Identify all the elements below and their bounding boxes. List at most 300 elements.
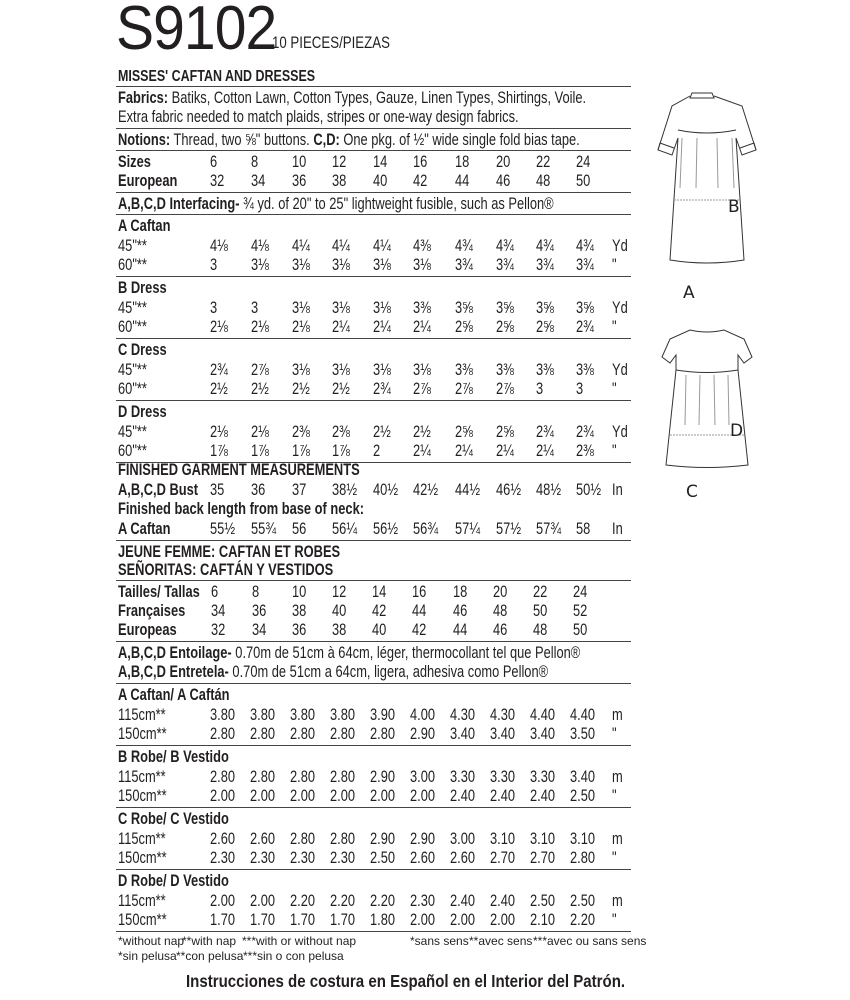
garment-heading-metric: A Caftan/ A Caftán [118,686,230,704]
cell: 2⅝ [455,423,473,441]
cell: 3⅜ [455,361,473,379]
cell: 3.00 [410,768,436,786]
cell: 2⅝ [496,318,514,336]
cell: 2¼ [536,442,554,460]
cell: 2.80 [290,768,316,786]
divider [116,150,631,151]
footnote-fr: *sans sens [410,934,469,948]
cell: 2.00 [330,787,356,805]
cell: 4¾ [455,237,473,255]
cell: 24 [576,153,591,171]
divider [116,641,631,642]
cell: 44 [412,602,427,620]
cell: 2.80 [330,725,356,743]
cell: 4.40 [530,706,556,724]
cell: 22 [533,583,548,601]
cell: 2⅛ [251,318,269,336]
cell: 2.30 [210,849,236,867]
cell: 4¼ [332,237,350,255]
cell: 2¼ [373,318,391,336]
sizes-row [118,153,638,171]
title-es: SEÑORITAS: CAFTÁN Y VESTIDOS [118,561,334,579]
divider [116,931,631,932]
unit: m [612,892,623,910]
cell: 3.40 [490,725,516,743]
cell: 2¾ [373,380,391,398]
cell: 1.70 [330,911,356,929]
cell: 2.90 [410,725,436,743]
interfacing-line: A,B,C,D Interfacing- ¾ yd. of 20" to 25" lightweight fusible, such as Pellon® [118,195,554,213]
cell: 50 [533,602,548,620]
footnote-en: *without nap [118,934,185,948]
finished-heading: FINISHED GARMENT MEASUREMENTS [118,461,360,479]
cell: 2.20 [370,892,396,910]
cell: 2.30 [290,849,316,867]
pieces-count: 10 PIECES/PIEZAS [272,33,390,52]
cell: 18 [455,153,470,171]
row-label: A Caftan [118,520,171,538]
cell: 2.60 [450,849,476,867]
cell: 3 [536,380,544,398]
tailles-row [118,583,638,601]
cell: 2.40 [450,892,476,910]
unit: " [612,849,617,867]
cell: 3.40 [450,725,476,743]
unit: Yd [612,423,628,441]
cell: 56 [292,520,307,538]
cell: 10 [292,153,307,171]
cell: 10 [292,583,307,601]
cell: 4⅛ [210,237,228,255]
cell: 3⅝ [496,299,514,317]
cell: 3⅛ [373,299,391,317]
cell: 1⅞ [210,442,228,460]
cell: 56½ [373,520,399,538]
cell: 3⅛ [332,256,350,274]
caftan-ab-illustration-icon [652,88,762,288]
cell: 4.30 [490,706,516,724]
row-label: 60"** [118,442,147,460]
cell: 55½ [210,520,236,538]
cell: 8 [251,153,259,171]
row-label: Tailles/ Tallas [118,583,200,601]
cell: 4.30 [450,706,476,724]
cell: 32 [210,172,225,190]
footnote-es: **con pelusa [176,949,244,963]
row-label: 45"** [118,423,147,441]
cell: 2½ [332,380,350,398]
divider [116,338,631,339]
cell: 2.10 [530,911,556,929]
cell: 2⅜ [292,423,310,441]
cell: 2.90 [410,830,436,848]
cell: 2.40 [450,787,476,805]
cell: 42 [413,172,428,190]
cell: 3⅜ [413,299,431,317]
view-label-a: A [683,283,695,303]
row-label: Sizes [118,153,151,171]
cell: 2⅛ [210,318,228,336]
unit: Yd [612,361,628,379]
bust-row [118,481,638,499]
cell: 2 [373,442,381,460]
cell: 14 [373,153,388,171]
cell: 2.40 [490,892,516,910]
row-label: 115cm** [118,892,166,910]
unit: In [612,520,623,538]
cell: 3⅜ [536,361,554,379]
row-label: 115cm** [118,830,166,848]
cell: 3 [210,256,218,274]
cell: 3.10 [530,830,556,848]
cell: 2⅛ [292,318,310,336]
cell: 6 [211,583,219,601]
cell: 57¼ [455,520,481,538]
cell: 12 [332,153,347,171]
footnote-fr: ***avec ou sans sens [533,934,647,948]
cell: 2.00 [250,892,276,910]
cell: 2.70 [490,849,516,867]
cell: 2.00 [250,787,276,805]
cell: 2⅞ [455,380,473,398]
cell: 35 [210,481,225,499]
fabrics-line-1: Fabrics: Batiks, Cotton Lawn, Cotton Types, Gauze, Linen Types, Shirtings, Voile. [118,89,587,107]
unit: " [612,442,617,460]
cell: 2.90 [370,768,396,786]
garment-heading-metric: C Robe/ C Vestido [118,810,229,828]
cell: 22 [536,153,551,171]
spanish-instructions-note: Instrucciones de costura en Español en el Interior del Patrón. [186,971,626,991]
cell: 56¾ [413,520,439,538]
cell: 3 [251,299,259,317]
cell: 38 [332,172,347,190]
cell: 2⅜ [332,423,350,441]
yardage-row [118,380,638,398]
cell: 2.60 [410,849,436,867]
row-label: 45"** [118,237,147,255]
cell: 1⅞ [292,442,310,460]
fabrics-line-2: Extra fabric needed to match plaids, stripes or one-way design fabrics. [118,108,519,126]
cell: 42 [412,621,427,639]
row-label: 150cm** [118,911,167,929]
cell: 3.10 [490,830,516,848]
cell: 3⅛ [292,299,310,317]
unit: " [612,380,617,398]
cell: 2.80 [250,725,276,743]
cell: 2.60 [250,830,276,848]
cell: 3¾ [496,256,514,274]
unit: m [612,706,623,724]
cell: 48 [533,621,548,639]
unit: " [612,318,617,336]
cell: 3⅛ [413,361,431,379]
cell: 8 [252,583,260,601]
cell: 2½ [210,380,228,398]
cell: 2⅜ [576,442,594,460]
cell: 34 [252,621,267,639]
garment-heading-metric: B Robe/ B Vestido [118,748,229,766]
cell: 3⅝ [576,299,594,317]
cell: 3¾ [455,256,473,274]
cell: 34 [251,172,266,190]
unit: In [612,481,623,499]
cell: 2.80 [370,725,396,743]
cell: 57½ [496,520,522,538]
divider [116,745,631,746]
footnote-en: **with nap [182,934,237,948]
cell: 50 [573,621,588,639]
cell: 3⅛ [373,361,391,379]
cell: 3.30 [450,768,476,786]
cell: 3⅜ [496,361,514,379]
europeas-row [118,621,638,639]
cell: 2.80 [290,725,316,743]
cell: 3⅛ [373,256,391,274]
entoilage-line: A,B,C,D Entoilage- 0.70m de 51cm à 64cm, léger, thermocollant tel que Pellon® [118,644,581,662]
cell: 2¾ [536,423,554,441]
cell: 3¾ [536,256,554,274]
cell: 2.80 [210,768,236,786]
metric-row [118,911,638,929]
cell: 2⅛ [251,423,269,441]
cell: 42½ [413,481,439,499]
cell: 2½ [373,423,391,441]
unit: " [612,787,617,805]
footnote-es: ***sin o con pelusa [243,949,344,963]
cell: 3.40 [570,768,596,786]
garment-heading-metric: D Robe/ D Vestido [118,872,229,890]
metric-row [118,725,638,743]
cell: 4⅜ [413,237,431,255]
cell: 2¼ [413,318,431,336]
cell: 20 [496,153,511,171]
cell: 3.90 [370,706,396,724]
cell: 3.30 [530,768,556,786]
cell: 2.00 [410,787,436,805]
yardage-row [118,361,638,379]
cell: 2.80 [330,830,356,848]
yardage-row [118,256,638,274]
row-label: 45"** [118,361,147,379]
divider [116,128,631,129]
cell: 2¼ [332,318,350,336]
cell: 4¾ [536,237,554,255]
cell: 50½ [576,481,602,499]
yardage-row [118,299,638,317]
title-fr: JEUNE FEMME: CAFTAN ET ROBES [118,543,341,561]
unit: Yd [612,237,628,255]
garment-heading: B Dress [118,279,167,297]
metric-row [118,849,638,867]
cell: 40 [372,621,387,639]
row-label: 60"** [118,380,147,398]
cell: 38½ [332,481,358,499]
cell: 3¾ [576,256,594,274]
row-label: 60"** [118,256,147,274]
cell: 2⅝ [455,318,473,336]
cell: 32 [211,621,226,639]
cell: 2.00 [290,787,316,805]
yardage-row [118,423,638,441]
unit: m [612,830,623,848]
unit: Yd [612,299,628,317]
row-label: 115cm** [118,768,166,786]
footnote-fr: **avec sens [469,934,533,948]
cell: 3⅛ [251,256,269,274]
cell: 3 [210,299,218,317]
cell: 1.70 [210,911,236,929]
divider [116,869,631,870]
garment-heading: C Dress [118,341,167,359]
cell: 2½ [251,380,269,398]
row-label: 150cm** [118,849,167,867]
unit: " [612,256,617,274]
entretela-line: A,B,C,D Entretela- 0.70m de 51cm a 64cm, ligera, adhesiva como Pellon® [118,663,549,681]
yardage-row [118,318,638,336]
cell: 3⅛ [292,361,310,379]
cell: 44 [453,621,468,639]
cell: 2.30 [410,892,436,910]
divider [116,192,631,193]
cell: 4¾ [576,237,594,255]
cell: 2.40 [530,787,556,805]
cell: 48 [536,172,551,190]
cell: 2½ [292,380,310,398]
cell: 3⅛ [292,256,310,274]
cell: 2⅞ [413,380,431,398]
footnote-en: ***with or without nap [242,934,357,948]
cell: 46½ [496,481,522,499]
cell: 3⅝ [455,299,473,317]
cell: 20 [493,583,508,601]
cell: 2⅝ [496,423,514,441]
cell: 2.50 [370,849,396,867]
cell: 46 [453,602,468,620]
cell: 3⅝ [536,299,554,317]
cell: 2.70 [530,849,556,867]
cell: 40 [332,602,347,620]
cell: 2¼ [413,442,431,460]
back-length-heading: Finished back length from base of neck: [118,500,365,518]
cell: 55¾ [251,520,277,538]
cell: 12 [332,583,347,601]
cell: 2.00 [210,787,236,805]
cell: 4¼ [373,237,391,255]
cell: 24 [573,583,588,601]
cell: 3.40 [530,725,556,743]
cell: 2.00 [210,892,236,910]
cell: 2.80 [290,830,316,848]
cell: 1⅞ [332,442,350,460]
cell: 2.50 [530,892,556,910]
row-label: European [118,172,178,190]
cell: 2¾ [576,423,594,441]
cell: 2.60 [210,830,236,848]
metric-row [118,830,638,848]
cell: 2.20 [570,911,596,929]
row-label: 45"** [118,299,147,317]
cell: 2⅞ [251,361,269,379]
view-label-b: B [728,197,740,217]
dress-cd-illustration-icon [652,325,762,475]
divider [116,86,631,87]
cell: 16 [413,153,428,171]
cell: 1.70 [250,911,276,929]
cell: 1.70 [290,911,316,929]
cell: 46 [496,172,511,190]
cell: 48½ [536,481,562,499]
cell: 40 [373,172,388,190]
cell: 34 [211,602,226,620]
cell: 2¾ [576,318,594,336]
cell: 1⅞ [251,442,269,460]
cell: 3.30 [490,768,516,786]
pattern-title: MISSES' CAFTAN AND DRESSES [118,68,316,85]
cell: 2.00 [490,911,516,929]
cell: 2.50 [570,787,596,805]
row-label: 150cm** [118,787,167,805]
cell: 4¼ [292,237,310,255]
cell: 42 [372,602,387,620]
cell: 2¾ [210,361,228,379]
row-label: A,B,C,D Bust [118,481,199,499]
cell: 50 [576,172,591,190]
metric-row [118,787,638,805]
cell: 58 [576,520,591,538]
cell: 3.80 [250,706,276,724]
cell: 3⅛ [413,256,431,274]
cell: 2.00 [450,911,476,929]
cell: 3 [576,380,584,398]
divider [116,540,631,541]
notions-line: Notions: Thread, two ⅝" buttons. C,D: One pkg. of ½" wide single fold bias tape. [118,131,580,149]
divider [116,807,631,808]
cell: 37 [292,481,307,499]
cell: 2.80 [210,725,236,743]
cell: 40½ [373,481,399,499]
cell: 48 [493,602,508,620]
cell: 4¾ [496,237,514,255]
divider [116,276,631,277]
divider [116,580,631,581]
cell: 2⅛ [210,423,228,441]
cell: 3.00 [450,830,476,848]
metric-row [118,892,638,910]
cell: 2.20 [330,892,356,910]
yardage-row [118,442,638,460]
cell: 57¾ [536,520,562,538]
cell: 38 [332,621,347,639]
cell: 3.10 [570,830,596,848]
view-label-d: D [730,421,744,441]
cell: 46 [493,621,508,639]
cell: 2.30 [330,849,356,867]
cell: 14 [372,583,387,601]
garment-heading: D Dress [118,403,167,421]
cell: 2⅝ [536,318,554,336]
cell: 4⅛ [251,237,269,255]
yardage-row [118,237,638,255]
cell: 36 [252,602,267,620]
footnote-es: *sin pelusa [118,949,177,963]
cell: 2.80 [330,768,356,786]
cell: 52 [573,602,588,620]
unit: " [612,725,617,743]
cell: 36 [292,172,307,190]
cell: 4.00 [410,706,436,724]
cell: 3.80 [210,706,236,724]
cell: 44 [455,172,470,190]
